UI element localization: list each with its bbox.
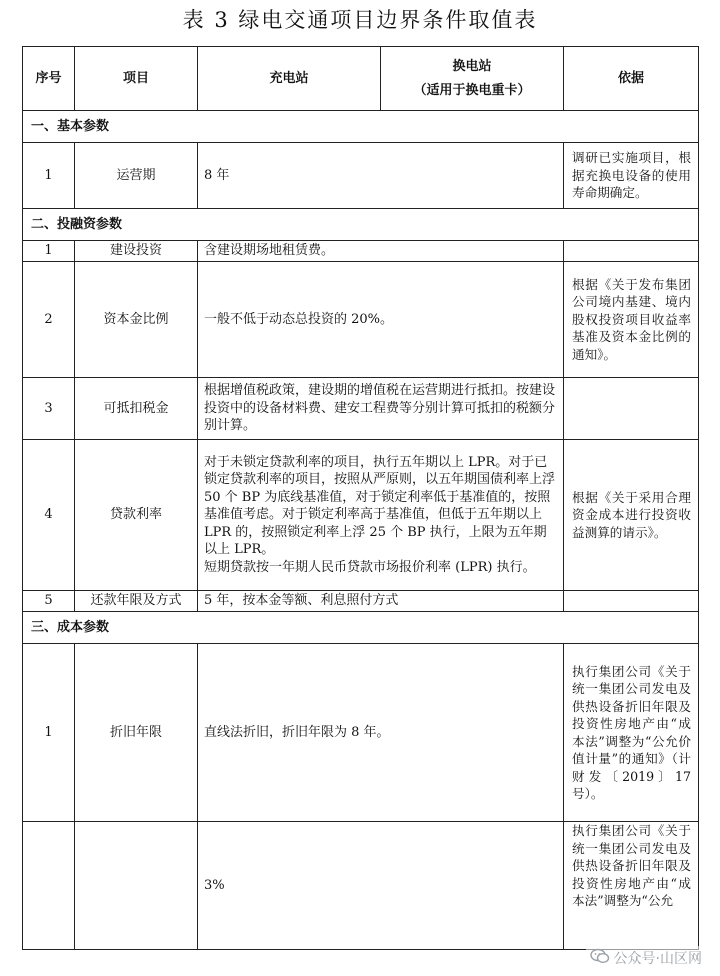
header-basis: 依据 [564, 47, 699, 111]
row-item: 可抵扣税金 [75, 378, 198, 440]
row-item: 贷款利率 [75, 440, 198, 591]
section-row [23, 209, 699, 241]
section-investment-params: 二、投融资参数 [23, 209, 699, 241]
section-basic-params: 一、基本参数 [23, 111, 699, 143]
row-item: 建设投资 [75, 241, 198, 262]
header-swap-station [381, 47, 564, 111]
row-basis: 调研已实施项目，根据充换电设备的使用寿命期确定。 [564, 143, 699, 209]
table-row [23, 822, 699, 950]
table-row [23, 262, 699, 378]
table-row [23, 440, 699, 591]
table-row [23, 378, 699, 440]
row-no: 2 [23, 262, 75, 378]
row-basis [564, 591, 699, 612]
row-item: 资本金比例 [75, 262, 198, 378]
row-item [75, 822, 198, 950]
row-no: 1 [23, 241, 75, 262]
row-no: 1 [23, 644, 75, 822]
header-charging-station: 充电站 [198, 47, 381, 111]
section-cost-params: 三、成本参数 [23, 612, 699, 644]
row-no: 4 [23, 440, 75, 591]
row-basis [564, 378, 699, 440]
row-item: 运营期 [75, 143, 198, 209]
boundary-conditions-table [22, 46, 699, 950]
wechat-icon [590, 948, 610, 968]
row-value: 根据增值税政策，建设期的增值税在运营期进行抵扣。按建设投资中的设备材料费、建安工程费等分别计算可抵扣的税额分别计算。 [198, 378, 564, 440]
watermark [586, 946, 706, 970]
header-item: 项目 [75, 47, 198, 111]
row-basis: 执行集团公司《关于统一集团公司发电及供热设备折旧年限及投资性房地产由“成本法”调整为“公允价值计量”的通知》（计财发〔2019〕17 号）。 [564, 644, 699, 822]
table-header-row [23, 47, 699, 111]
table-row [23, 591, 699, 612]
row-value [198, 440, 564, 591]
row-basis: 根据《关于发布集团公司境内基建、境内股权投资项目收益率基准及资本金比例的通知》。 [564, 262, 699, 378]
row-no [23, 822, 75, 950]
table-row [23, 644, 699, 822]
table-title: 表 3 绿电交通项目边界条件取值表 [182, 8, 538, 32]
row-value: 3% [198, 822, 564, 950]
table-row [23, 143, 699, 209]
row-no: 5 [23, 591, 75, 612]
section-row [23, 111, 699, 143]
row-item: 折旧年限 [75, 644, 198, 822]
row-basis: 执行集团公司《关于统一集团公司发电及供热设备折旧年限及投资性房地产由“成本法”调整为“公允 [564, 822, 699, 950]
loan-rate-text-1: 对于未锁定贷款利率的项目，执行五年期以上 LPR。对于已锁定贷款利率的项目，按照从严原则，以五年期国债利率上浮 50 个 BP 为底线基准值，对于锁定利率低于基准值的，按照基准值考虑。对于锁定利率高于基准值，但低于五年期以上 LPR 的，按照锁定利率上浮 25 个 BP 执行，上限为五年期以上 LPR。 [204, 454, 556, 558]
row-basis: 根据《关于采用合理资金成本进行投资收益测算的请示》。 [564, 440, 699, 591]
row-no: 1 [23, 143, 75, 209]
table-row [23, 241, 699, 262]
row-value: 含建设期场地租赁费。 [198, 241, 564, 262]
watermark-text: 公众号·山区网 [613, 951, 702, 967]
header-swap-label: 换电站 [452, 58, 492, 74]
row-item: 还款年限及方式 [75, 591, 198, 612]
row-basis [564, 241, 699, 262]
row-value: 5 年，按本金等额、利息照付方式 [198, 591, 564, 612]
row-value: 直线法折旧，折旧年限为 8 年。 [198, 644, 564, 822]
loan-rate-text-2: 短期贷款按一年期人民币贷款市场报价利率 (LPR) 执行。 [204, 559, 536, 575]
row-value: 一般不低于动态总投资的 20%。 [198, 262, 564, 378]
header-no: 序号 [23, 47, 75, 111]
section-row [23, 612, 699, 644]
row-no: 3 [23, 378, 75, 440]
row-value: 8 年 [198, 143, 564, 209]
header-swap-note: （适用于换电重卡） [413, 82, 531, 98]
